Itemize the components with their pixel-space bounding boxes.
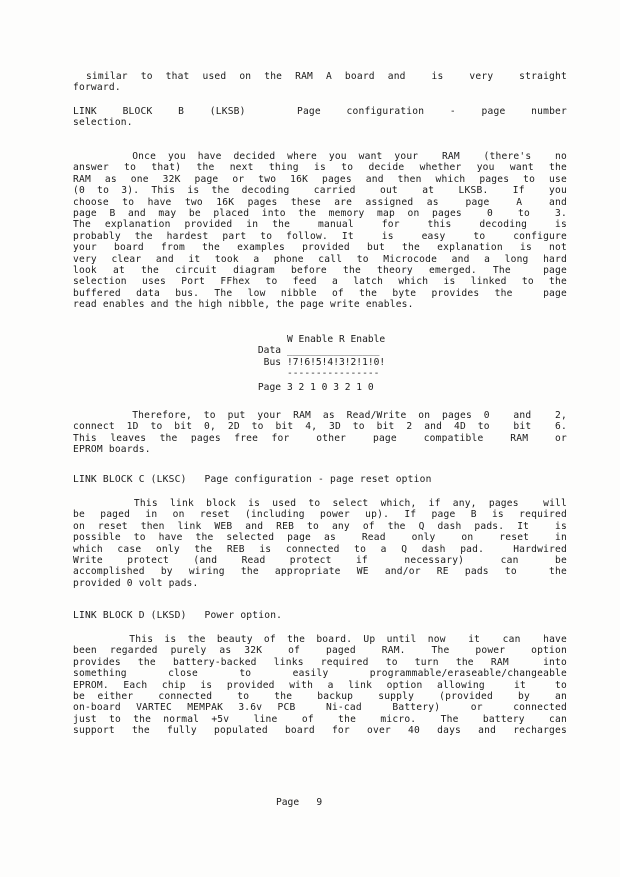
- heading-line: LINK BLOCK C (LKSC) Page configuration - page reset option: [73, 474, 432, 485]
- text-line: page B and may be placed into the memory map on pages 0 to 3.: [73, 207, 567, 219]
- bus-bits: !7!6!5!4!3!2!1!0!: [287, 356, 386, 368]
- text-line: possible to have the selected page as Read only on reset in: [73, 532, 567, 544]
- text-line: This leaves the pages free for other page compatible RAM or: [73, 432, 567, 444]
- paragraph-lksb-description: [73, 151, 567, 310]
- data-label: Data: [257, 345, 281, 357]
- heading-link-block-b: [73, 106, 567, 129]
- paragraph-continuation: [73, 71, 567, 94]
- page-values: 3 2 1 0 3 2 1 0: [287, 381, 374, 393]
- text-line: forward.: [73, 82, 121, 94]
- text-line: This link block is used to select which, if any, pages will: [73, 498, 567, 509]
- text-line: EPROM boards.: [73, 444, 151, 456]
- heading-line: selection.: [73, 117, 133, 129]
- data-bus-diagram: [241, 334, 385, 393]
- text-line: accomplished by wiring the appropriate WE and/or RE pads to the: [73, 566, 567, 578]
- diagram-spacer: [241, 334, 287, 345]
- bottom-rule: ----------------: [287, 368, 380, 380]
- text-line: your board from the examples provided but the explanation is not: [73, 242, 567, 254]
- diagram-spacer: [241, 368, 287, 379]
- heading-line: LINK BLOCK B (LKSB) Page configuration - page number: [73, 106, 567, 117]
- text-line: on reset then link WEB and REB to any of the Q dash pads. It is: [73, 520, 567, 532]
- text-line: very clear and it took a phone call to Microcode and a long hard: [73, 253, 567, 265]
- paragraph-therefore: [73, 410, 567, 456]
- text-line: been regarded purely as 32K of paged RAM. The power option: [73, 645, 567, 657]
- text-line: just to the normal +5v line of the micro. The battery can: [73, 713, 567, 725]
- page-number-footer: Page 9: [276, 797, 323, 808]
- text-line: buffered data bus. The low nibble of the byte provides the page: [73, 287, 567, 299]
- text-line: read enables and the high nibble, the page write enables.: [73, 299, 414, 311]
- text-line: be paged in on reset (including power up). If page B is required: [73, 509, 567, 521]
- heading-link-block-c: [73, 474, 567, 485]
- text-line: (0 to 3). This is the decoding carried out at LKSB. If you: [73, 185, 567, 197]
- text-line: selection uses Port FFhex to feed a latch which is linked to the: [73, 276, 567, 288]
- text-line: probably the hardest part to follow. It is easy to configure: [73, 230, 567, 242]
- text-line: Once you have decided where you want your RAM (there's no: [73, 151, 567, 162]
- text-line: This is the beauty of the board. Up until now it can have: [73, 634, 567, 645]
- text-line: choose to have two 16K pages these are assigned as page A and: [73, 196, 567, 208]
- text-line: provides the battery-backed links required to turn the RAM into: [73, 656, 567, 668]
- text-line: on-board VARTEC MEMPAK 3.6v PCB Ni-cad Battery) or connected: [73, 702, 567, 714]
- heading-line: LINK BLOCK D (LKSD) Power option.: [73, 610, 283, 621]
- text-line: similar to that used on the RAM A board and is very straight: [73, 71, 567, 82]
- paragraph-lksd-description: [73, 634, 567, 737]
- enable-header: W Enable R Enable: [287, 334, 386, 345]
- text-line: support the fully populated board for over 40 days and recharges: [73, 725, 567, 737]
- paragraph-lksc-description: [73, 498, 567, 589]
- top-rule: ________________: [287, 345, 380, 357]
- text-line: Therefore, to put your RAM as Read/Write on pages 0 and 2,: [73, 410, 567, 421]
- text-line: which case only the REB is connected to a Q dash pad. Hardwired: [73, 543, 567, 555]
- text-line: answer to that) the next thing is to decide whether you want the: [73, 162, 567, 174]
- page-label: Page: [257, 381, 281, 393]
- text-line: look at the circuit diagram before the theory emerged. The page: [73, 264, 567, 276]
- text-line: provided 0 volt pads.: [73, 577, 199, 589]
- bus-label: Bus: [263, 356, 281, 368]
- text-line: The explanation provided in the manual for this decoding is: [73, 219, 567, 231]
- text-line: RAM as one 32K page or two 16K pages and then which pages to use: [73, 173, 567, 185]
- text-line: connect 1D to bit 0, 2D to bit 4, 3D to bit 2 and 4D to bit 6.: [73, 421, 567, 433]
- text-line: Write protect (and Read protect if necessary) can be: [73, 554, 567, 566]
- heading-link-block-d: [73, 610, 567, 621]
- text-line: EPROM. Each chip is provided with a link option allowing it to: [73, 679, 567, 691]
- text-line: something close to easily programmable/eraseable/changeable: [73, 668, 567, 680]
- text-line: be either connected to the backup supply (provided by an: [73, 690, 567, 702]
